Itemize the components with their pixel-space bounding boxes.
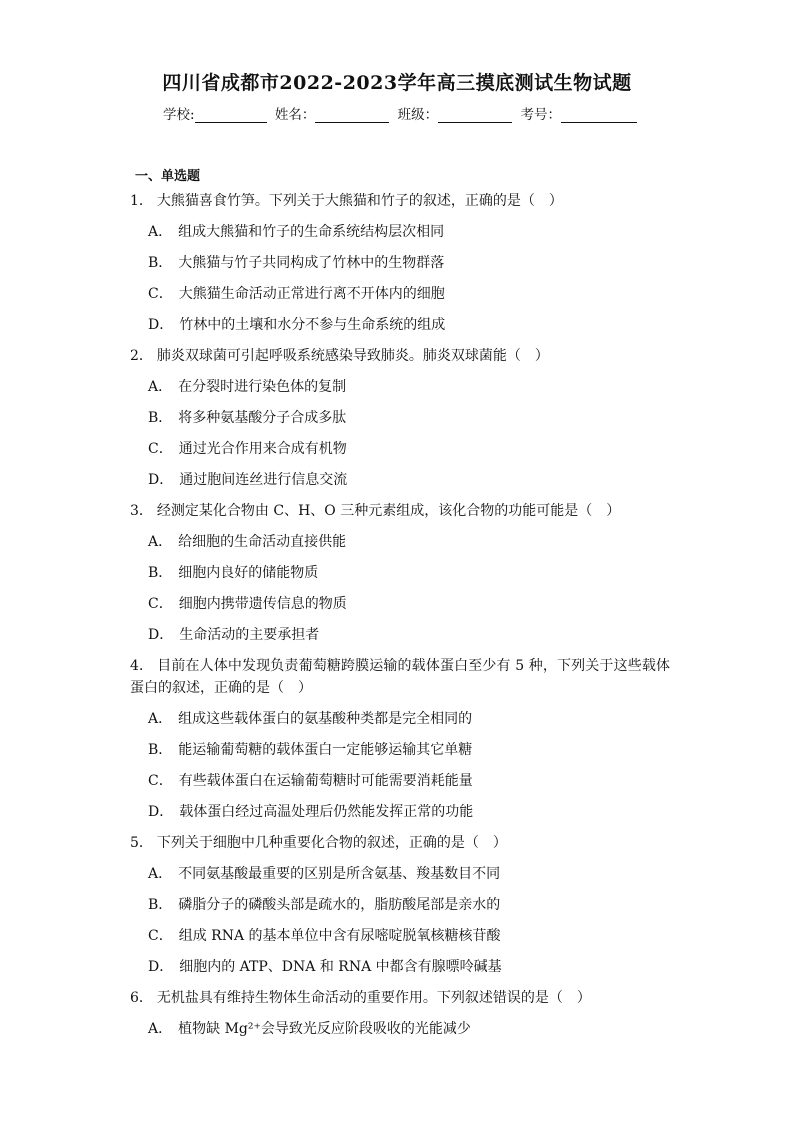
question-2 [130, 345, 670, 491]
option-letter: D． [148, 959, 174, 975]
question-1 [130, 190, 670, 336]
option-text: 大熊猫与竹子共同构成了竹林中的生物群落 [178, 255, 445, 271]
question-stem [130, 500, 670, 522]
option-text: 细胞内携带遗传信息的物质 [178, 596, 347, 612]
option-d [148, 314, 670, 336]
option-b [148, 407, 670, 429]
option-letter: C． [148, 928, 173, 944]
option-text: 组成这些载体蛋白的氨基酸种类都是完全相同的 [178, 711, 473, 727]
option-letter: A． [148, 379, 173, 395]
option-text: 通过光合作用来合成有机物 [178, 441, 347, 457]
option-text: 磷脂分子的磷酸头部是疏水的，脂肪酸尾部是亲水的 [178, 897, 501, 913]
option-letter: C． [148, 286, 173, 302]
question-3 [130, 500, 670, 646]
option-c [148, 283, 670, 305]
option-text: 在分裂时进行染色体的复制 [178, 379, 347, 395]
question-5 [130, 832, 670, 978]
school-blank[interactable] [195, 108, 267, 123]
option-text: 竹林中的土壤和水分不参与生命系统的组成 [179, 317, 446, 333]
option-a [148, 376, 670, 398]
question-list [130, 190, 670, 1049]
option-d [148, 624, 670, 646]
option-b [148, 252, 670, 274]
exam-number-blank[interactable] [561, 108, 637, 123]
option-letter: C． [148, 596, 173, 612]
question-stem [130, 832, 670, 854]
class-field [398, 103, 517, 123]
question-6 [130, 987, 670, 1040]
option-text: 有些载体蛋白在运输葡萄糖时可能需要消耗能量 [178, 773, 473, 789]
option-letter: A． [148, 866, 173, 882]
option-c [148, 770, 670, 792]
option-c [148, 593, 670, 615]
option-b [148, 894, 670, 916]
question-text: 下列关于细胞中几种重要化合物的叙述，正确的是（ ） [156, 835, 507, 851]
option-text: 细胞内良好的储能物质 [178, 565, 319, 581]
option-text: 将多种氨基酸分子合成多肽 [178, 410, 347, 426]
option-c [148, 925, 670, 947]
option-d [148, 801, 670, 823]
option-c [148, 438, 670, 460]
question-text: 肺炎双球菌可引起呼吸系统感染导致肺炎。肺炎双球菌能（ ） [156, 348, 549, 364]
section-heading: 一、单选题 [135, 169, 201, 184]
school-field [163, 103, 271, 123]
name-field [275, 103, 394, 123]
option-letter: D． [148, 472, 174, 488]
option-text: 给细胞的生命活动直接供能 [178, 534, 347, 550]
option-b [148, 739, 670, 761]
option-letter: C． [148, 773, 173, 789]
option-letter: D． [148, 804, 174, 820]
option-text: 大熊猫生命活动正常进行离不开体内的细胞 [178, 286, 445, 302]
question-stem [130, 655, 670, 699]
page-title: 四川省成都市2022-2023学年高三摸底测试生物试题 [162, 72, 632, 94]
option-letter: A． [148, 1021, 173, 1037]
exam-number-label: 考号： [520, 107, 561, 123]
question-number: 5． [130, 835, 153, 851]
option-letter: B． [148, 410, 173, 426]
question-stem [130, 190, 670, 212]
option-text: 通过胞间连丝进行信息交流 [179, 472, 348, 488]
name-blank[interactable] [315, 108, 389, 123]
option-letter: B． [148, 897, 173, 913]
option-a [148, 708, 670, 730]
option-letter: A． [148, 534, 173, 550]
question-number: 4． [130, 658, 154, 674]
question-text: 经测定某化合物由 C、H、O 三种元素组成，该化合物的功能可能是（ ） [156, 503, 621, 519]
option-text: 细胞内的 ATP、DNA 和 RNA 中都含有腺嘌呤碱基 [179, 959, 502, 975]
option-d [148, 956, 670, 978]
name-label: 姓名： [274, 107, 316, 123]
exam-number-field [520, 103, 641, 123]
option-letter: D． [148, 627, 174, 643]
option-text: 组成大熊猫和竹子的生命系统结构层次相同 [178, 224, 445, 240]
option-text: 载体蛋白经过高温处理后仍然能发挥正常的功能 [179, 804, 474, 820]
option-a [148, 531, 670, 553]
question-text: 无机盐具有维持生物体生命活动的重要作用。下列叙述错误的是（ ） [156, 990, 591, 1006]
option-text: 生命活动的主要承担者 [179, 627, 320, 643]
option-letter: D． [148, 317, 174, 333]
option-text: 组成 RNA 的基本单位中含有尿嘧啶脱氧核糖核苷酸 [178, 928, 501, 944]
option-b [148, 562, 670, 584]
question-stem [130, 345, 670, 367]
question-number: 2． [130, 348, 153, 364]
question-number: 3． [130, 503, 153, 519]
class-label: 班级： [397, 107, 439, 123]
option-text: 能运输葡萄糖的载体蛋白一定能够运输其它单糖 [178, 742, 473, 758]
option-d [148, 469, 670, 491]
option-letter: B． [148, 255, 173, 271]
school-label: 学校: [163, 107, 195, 123]
option-letter: C． [148, 441, 173, 457]
question-number: 1． [130, 193, 153, 209]
option-a [148, 1018, 670, 1040]
question-4 [130, 655, 670, 823]
question-stem [130, 987, 670, 1009]
question-text: 大熊猫喜食竹笋。下列关于大熊猫和竹子的叙述，正确的是（ ） [156, 193, 563, 209]
option-a [148, 863, 670, 885]
option-letter: A． [148, 224, 173, 240]
question-number: 6． [130, 990, 153, 1006]
option-letter: A． [148, 711, 173, 727]
option-text: 植物缺 Mg²⁺会导致光反应阶段吸收的光能减少 [178, 1021, 471, 1037]
option-a [148, 221, 670, 243]
option-text: 不同氨基酸最重要的区别是所含氨基、羧基数目不同 [178, 866, 501, 882]
question-text: 目前在人体中发现负责葡萄糖跨膜运输的载体蛋白至少有 5 种，下列关于这些载体蛋白的叙述，正确的是（ ） [130, 658, 670, 696]
class-blank[interactable] [438, 108, 512, 123]
option-letter: B． [148, 565, 173, 581]
student-info-line [163, 103, 641, 123]
option-letter: B． [148, 742, 173, 758]
